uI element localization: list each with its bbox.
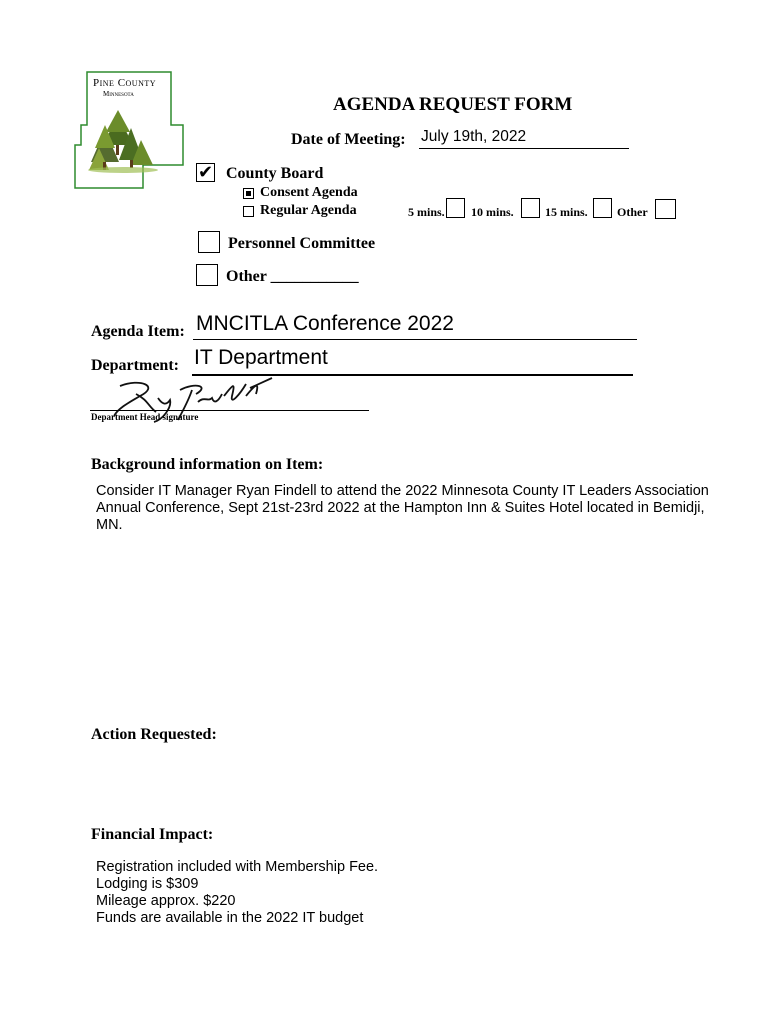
regular-agenda-checkbox[interactable] (243, 206, 254, 217)
time-5-mins-checkbox[interactable] (446, 198, 465, 218)
county-board-label: County Board (226, 165, 324, 182)
other-checkbox[interactable] (196, 264, 218, 286)
pine-county-logo (73, 70, 185, 190)
background-line: Annual Conference, Sept 21st-23rd 2022 at the Hampton Inn & Suites Hotel located in Bemidji, (96, 500, 705, 516)
consent-agenda-label: Consent Agenda (260, 185, 358, 200)
personnel-committee-label: Personnel Committee (228, 235, 376, 252)
other-label: Other ___________ (226, 268, 359, 285)
financial-impact-heading: Financial Impact: (91, 826, 214, 843)
date-of-meeting-field[interactable]: July 19th, 2022 (421, 128, 527, 145)
financial-line: Registration included with Membership Fee. (96, 859, 379, 875)
financial-line: Mileage approx. $220 (96, 893, 236, 909)
logo-state-name: Minnesota (103, 90, 134, 98)
background-heading: Background information on Item: (91, 456, 324, 473)
time-15-mins-label: 15 mins. (545, 205, 588, 219)
form-title: AGENDA REQUEST FORM (333, 94, 573, 115)
time-other-label: Other (617, 205, 648, 219)
date-of-meeting-label: Date of Meeting: (291, 131, 406, 148)
action-requested-heading: Action Requested: (91, 726, 217, 743)
pine-trees-icon (88, 110, 158, 173)
date-of-meeting-underline (419, 148, 629, 149)
financial-line: Lodging is $309 (96, 876, 199, 892)
background-line: MN. (96, 517, 123, 533)
agenda-item-field[interactable]: MNCITLA Conference 2022 (196, 312, 454, 335)
time-5-mins-label: 5 mins. (408, 205, 445, 219)
background-text[interactable] (96, 483, 756, 534)
department-label: Department: (91, 357, 179, 374)
background-line: Consider IT Manager Ryan Findell to attend the 2022 Minnesota County IT Leaders Association (96, 483, 709, 499)
personnel-committee-checkbox[interactable] (198, 231, 220, 253)
department-field[interactable]: IT Department (194, 346, 328, 369)
consent-agenda-checkbox[interactable] (243, 188, 254, 199)
county-board-checkbox[interactable]: ✔ (197, 162, 214, 183)
time-other-checkbox[interactable] (655, 199, 676, 219)
financial-line: Funds are available in the 2022 IT budget (96, 910, 364, 926)
logo-county-name: Pine County (93, 77, 157, 89)
signature-line (90, 410, 369, 411)
time-10-mins-checkbox[interactable] (521, 198, 540, 218)
regular-agenda-label: Regular Agenda (260, 203, 357, 218)
signature-caption: Department Head signature (91, 412, 199, 422)
financial-impact-text[interactable] (96, 859, 596, 927)
time-10-mins-label: 10 mins. (471, 205, 514, 219)
agenda-item-label: Agenda Item: (91, 323, 185, 340)
time-15-mins-checkbox[interactable] (593, 198, 612, 218)
agenda-item-underline (193, 339, 637, 340)
